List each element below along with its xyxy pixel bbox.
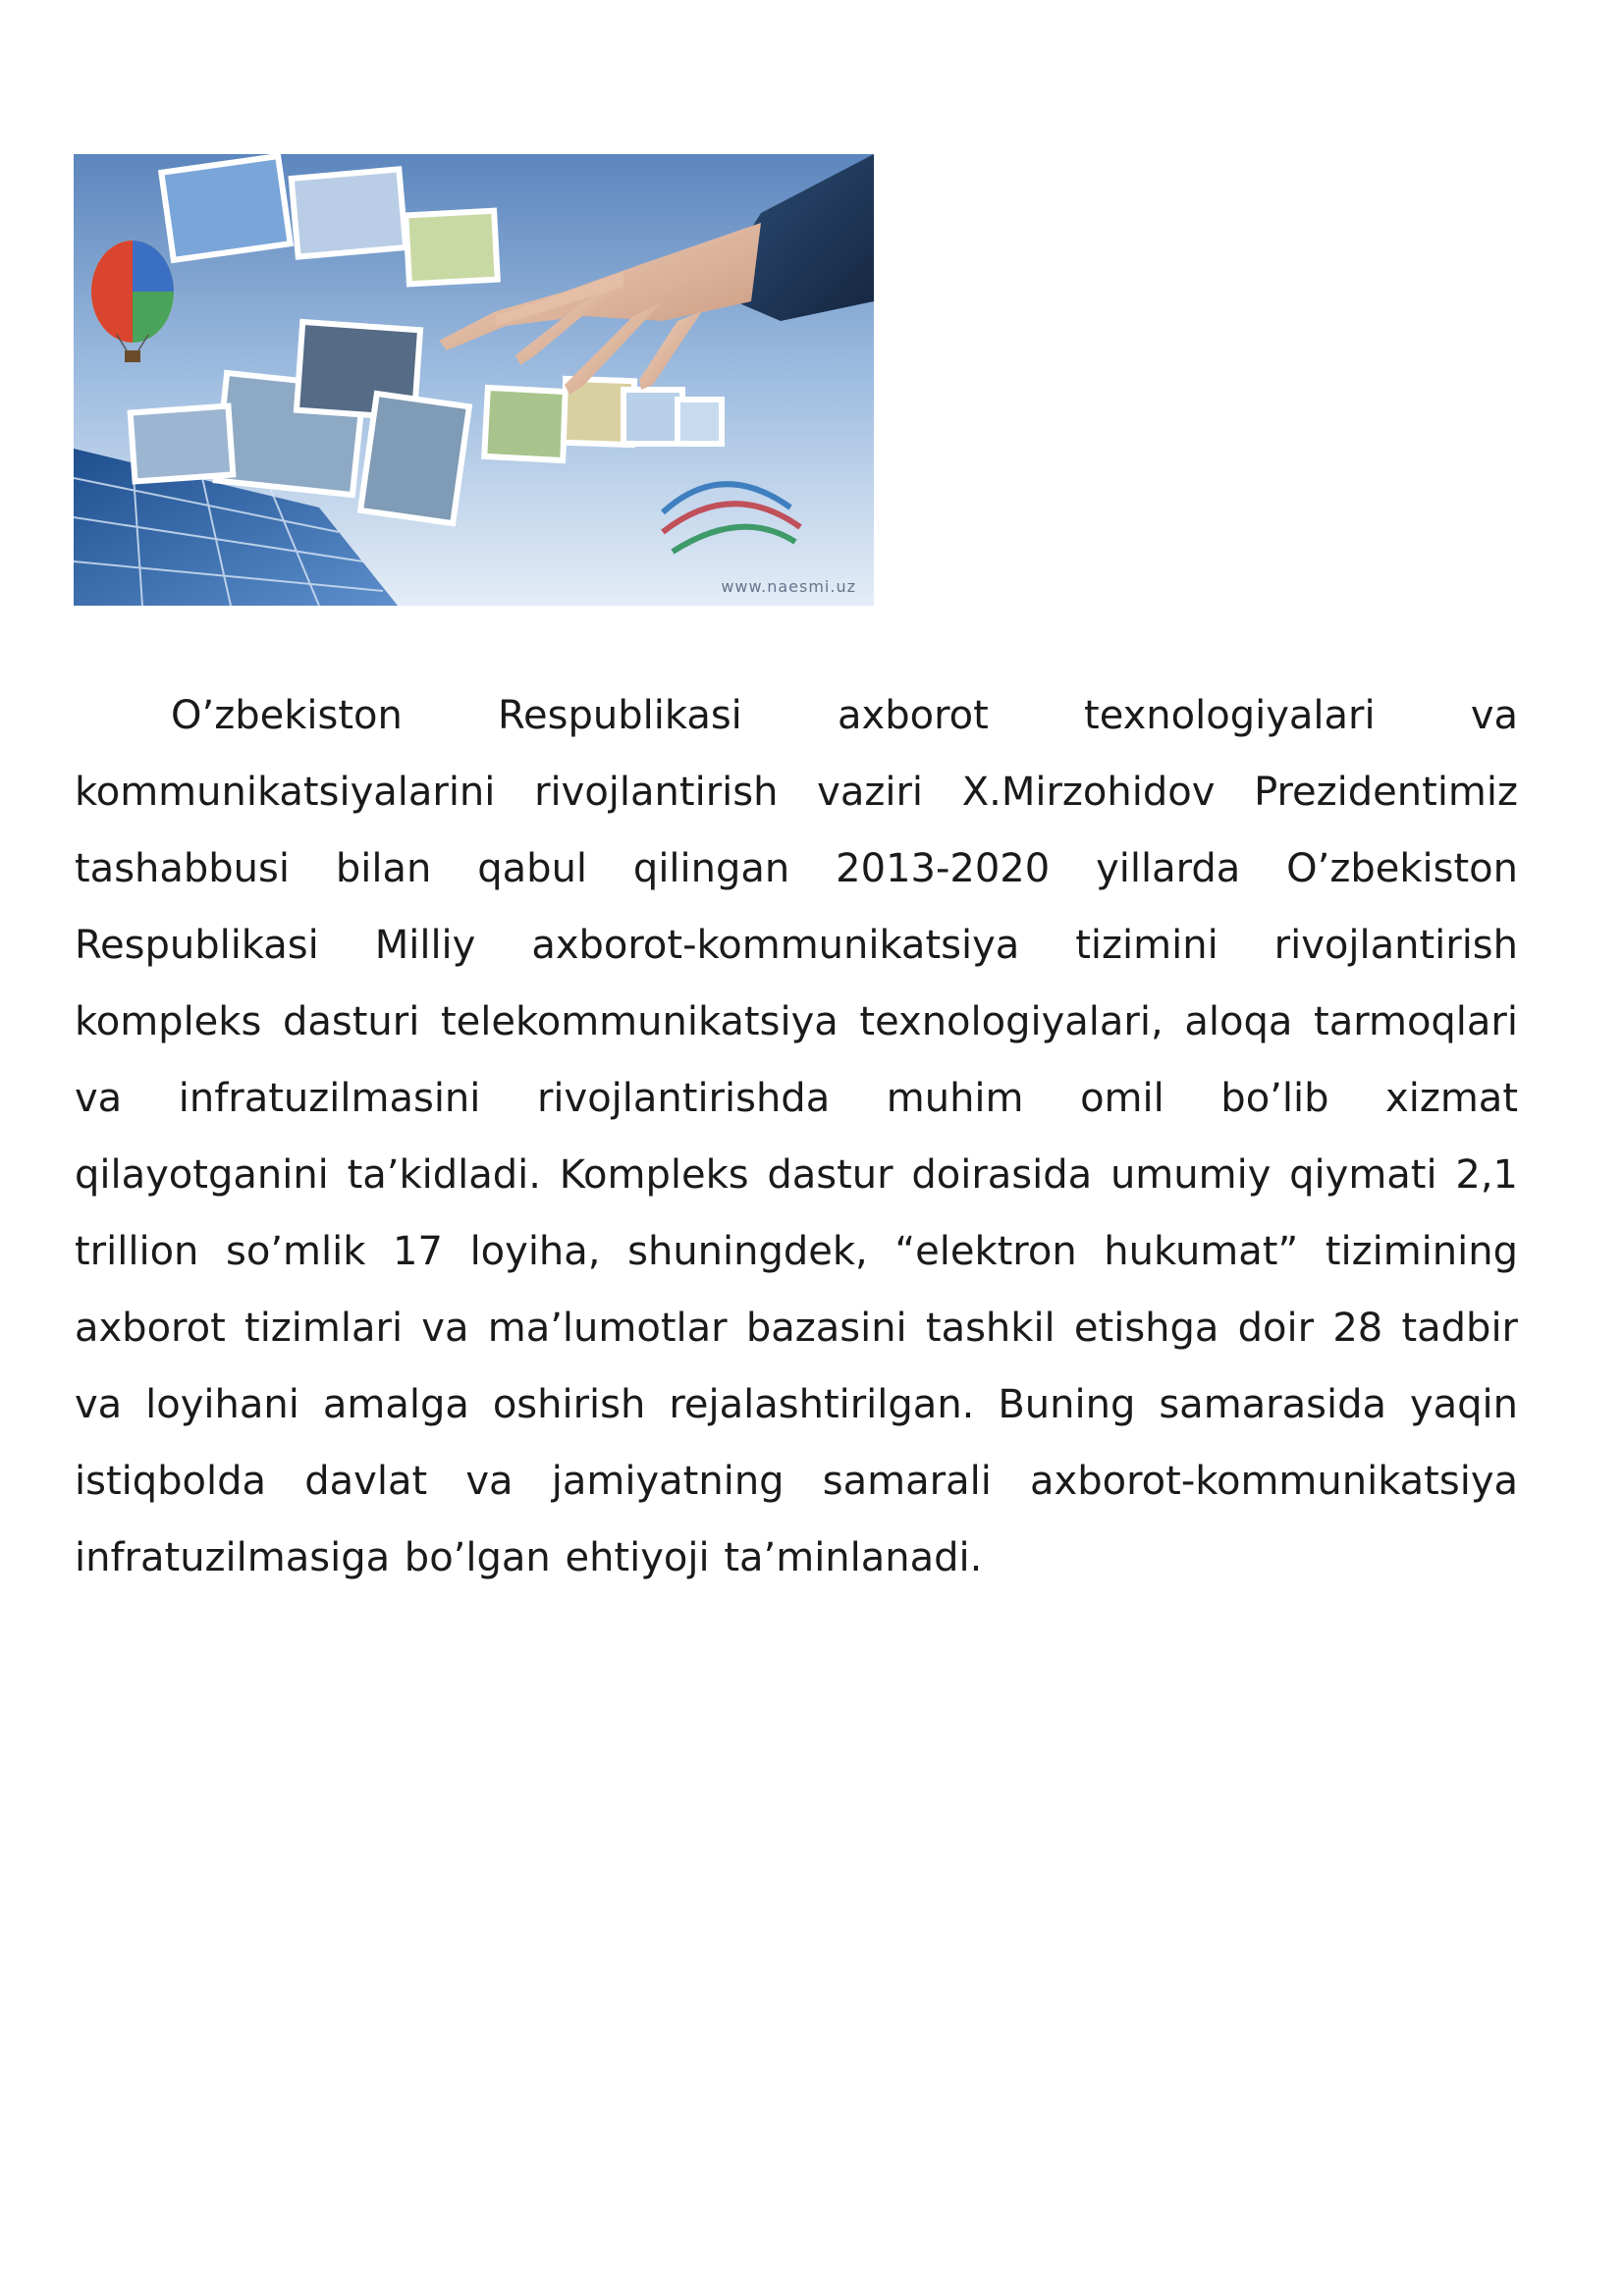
illustration-graphic — [74, 154, 874, 606]
image-watermark: www.naesmi.uz — [721, 577, 856, 596]
hand-touching-screens-image — [74, 154, 874, 606]
article-paragraph: O’zbekiston Respublikasi axborot texnologiyalari va kommunikatsiyalarini rivojlantirish vaziri X.Mirzohidov Prezidentimiz tashabbusi bilan qabul qilingan 2013-2020 yillarda O’zbekiston Respublikasi Milliy axborot-kommunikatsiya tizimini rivojlantirish kompleks dasturi telekommunikatsiya texnologiyalari, aloqa tarmoqlari va infratuzilmasini rivojlantirishda muhim omil bo’lib xizmat qilayotganini ta’kidladi. Kompleks dastur doirasida umumiy qiymati 2,1 trillion so’mlik 17 loyiha, shuningdek, “elektron hukumat” tizimining axborot tizimlari va ma’lumotlar bazasini tashkil etishga doir 28 tadbir va loyihani amalga oshirish rejalashtirilgan. Buning samarasida yaqin istiqbolda davlat va jamiyatning samarali axborot-kommunikatsiya infratuzilmasiga bo’lgan ehtiyoji ta’minlanadi. — [75, 693, 1518, 1580]
